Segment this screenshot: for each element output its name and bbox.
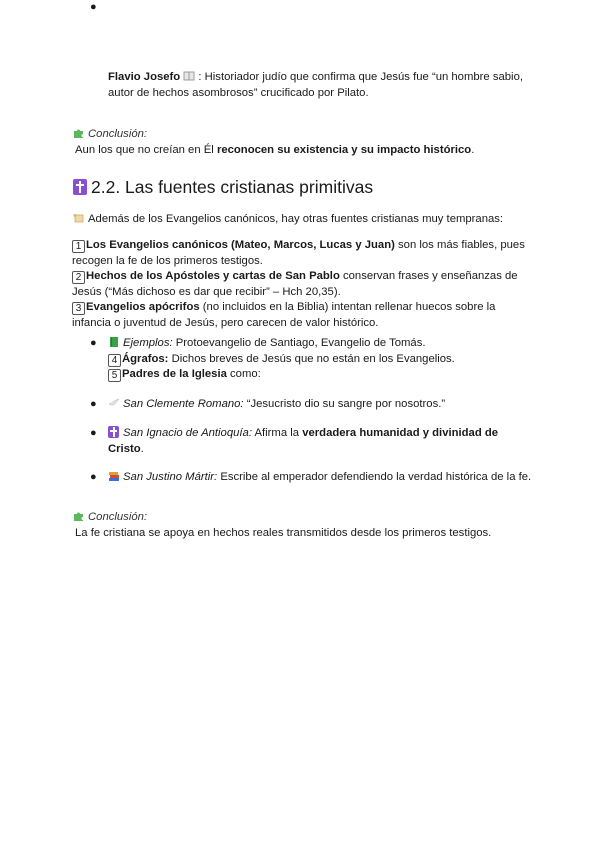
list-item-justino — [108, 470, 548, 486]
list-item-ejemplos — [108, 336, 548, 383]
number-4-icon: 4 — [108, 354, 121, 367]
item2-text: conservan frases y enseñanzas de — [339, 270, 518, 282]
conclusion-text-2: La fe cristiana se apoya en hechos reales transmitidos desde los primeros testigos. — [75, 527, 492, 539]
agrafos-text: Dichos breves de Jesús que no están en los Evangelios. — [168, 352, 455, 365]
puzzle-icon — [73, 510, 85, 522]
number-1-icon: 1 — [72, 240, 85, 253]
conclusion1-post: . — [471, 144, 475, 156]
conclusion1-bold: reconocen su existencia y su impacto histórico — [216, 144, 472, 156]
bullet-dot: ● — [90, 427, 97, 439]
justino-label: San Justino Mártir: — [123, 471, 218, 483]
numbered-item-3 — [72, 300, 542, 331]
ignacio-text: Afirma la — [251, 427, 303, 439]
justino-text: Escribe al emperador defendiendo la verdad histórica de la fe. — [217, 471, 532, 483]
conclusion1-pre: Aun los que no creían en Él — [75, 144, 217, 156]
section-heading — [73, 176, 373, 198]
item2-bold: Hechos de los Apóstoles y cartas de San Pablo — [86, 270, 340, 282]
bullet-dot: ● — [90, 398, 97, 410]
list-item-flavio — [108, 70, 548, 101]
item1-text: son los más fiables, pues — [394, 239, 525, 251]
ignacio-bold: verdadera humanidad y divinidad de — [302, 427, 499, 439]
clemente-label: San Clemente Romano: — [123, 398, 244, 410]
ignacio-bold2: Cristo — [108, 442, 141, 455]
padres-bold: Padres de la Iglesia — [122, 368, 227, 380]
clemente-text: “Jesucristo dio su sangre por nosotros.” — [243, 398, 446, 410]
conclusion-label-text: Conclusión: — [88, 128, 148, 140]
ignacio-end: . — [140, 442, 144, 455]
number-5-icon: 5 — [108, 369, 121, 382]
ejemplos-text: Protoevangelio de Santiago, Evangelio de Tomás. — [172, 337, 426, 349]
item2-line2: Jesús (“Más dichoso es dar que recibir” – Hch 20,35). — [72, 285, 341, 298]
conclusion2-label-text: Conclusión: — [88, 511, 148, 523]
latin-cross-icon — [73, 179, 87, 195]
books-icon — [108, 470, 120, 482]
ejemplos-label: Ejemplos: — [123, 337, 173, 349]
padres-text: como: — [226, 368, 261, 380]
bullet-dot: ● — [90, 1, 97, 13]
book-icon — [183, 70, 195, 82]
puzzle-icon — [73, 127, 85, 139]
flavio-name: Flavio Josefo — [108, 71, 181, 83]
numbered-list — [72, 238, 542, 331]
numbered-item-2 — [72, 269, 542, 300]
latin-cross-icon — [108, 426, 119, 438]
green-book-icon — [108, 336, 120, 348]
list-item-ignacio — [108, 426, 548, 457]
item3-line2: infancia o juventud de Jesús, pero carecen de valor histórico. — [72, 316, 379, 329]
item3-text: (no incluidos en la Biblia) intentan rellenar huecos sobre la — [199, 301, 496, 313]
flavio-text-2: autor de hechos asombrosos” crucificado por Pilato. — [108, 86, 369, 99]
conclusion-label-1 — [73, 127, 147, 143]
numbered-item-1 — [72, 238, 542, 269]
conclusion-label-2 — [73, 510, 147, 526]
item1-line2: recogen la fe de los primeros testigos. — [72, 254, 263, 267]
dove-icon — [108, 397, 120, 409]
bullet-dot: ● — [90, 337, 97, 349]
section-intro — [73, 212, 503, 228]
list-item-clemente — [108, 397, 548, 413]
item3-bold: Evangelios apócrifos — [86, 301, 200, 313]
flavio-text: : Historiador judío que confirma que Jesús fue “un hombre sabio, — [198, 71, 523, 83]
section-heading-text: 2.2. Las fuentes cristianas primitivas — [91, 177, 374, 197]
item1-bold: Los Evangelios canónicos (Mateo, Marcos, Lucas y Juan) — [86, 239, 395, 251]
agrafos-bold: Ágrafos: — [122, 352, 169, 365]
ignacio-label: San Ignacio de Antioquía: — [123, 427, 252, 439]
conclusion-text-1 — [75, 143, 474, 159]
scroll-icon — [73, 212, 85, 224]
bullet-dot: ● — [90, 471, 97, 483]
section-intro-text: Además de los Evangelios canónicos, hay otras fuentes cristianas muy tempranas: — [88, 213, 504, 225]
number-3-icon: 3 — [72, 302, 85, 315]
number-2-icon: 2 — [72, 271, 85, 284]
